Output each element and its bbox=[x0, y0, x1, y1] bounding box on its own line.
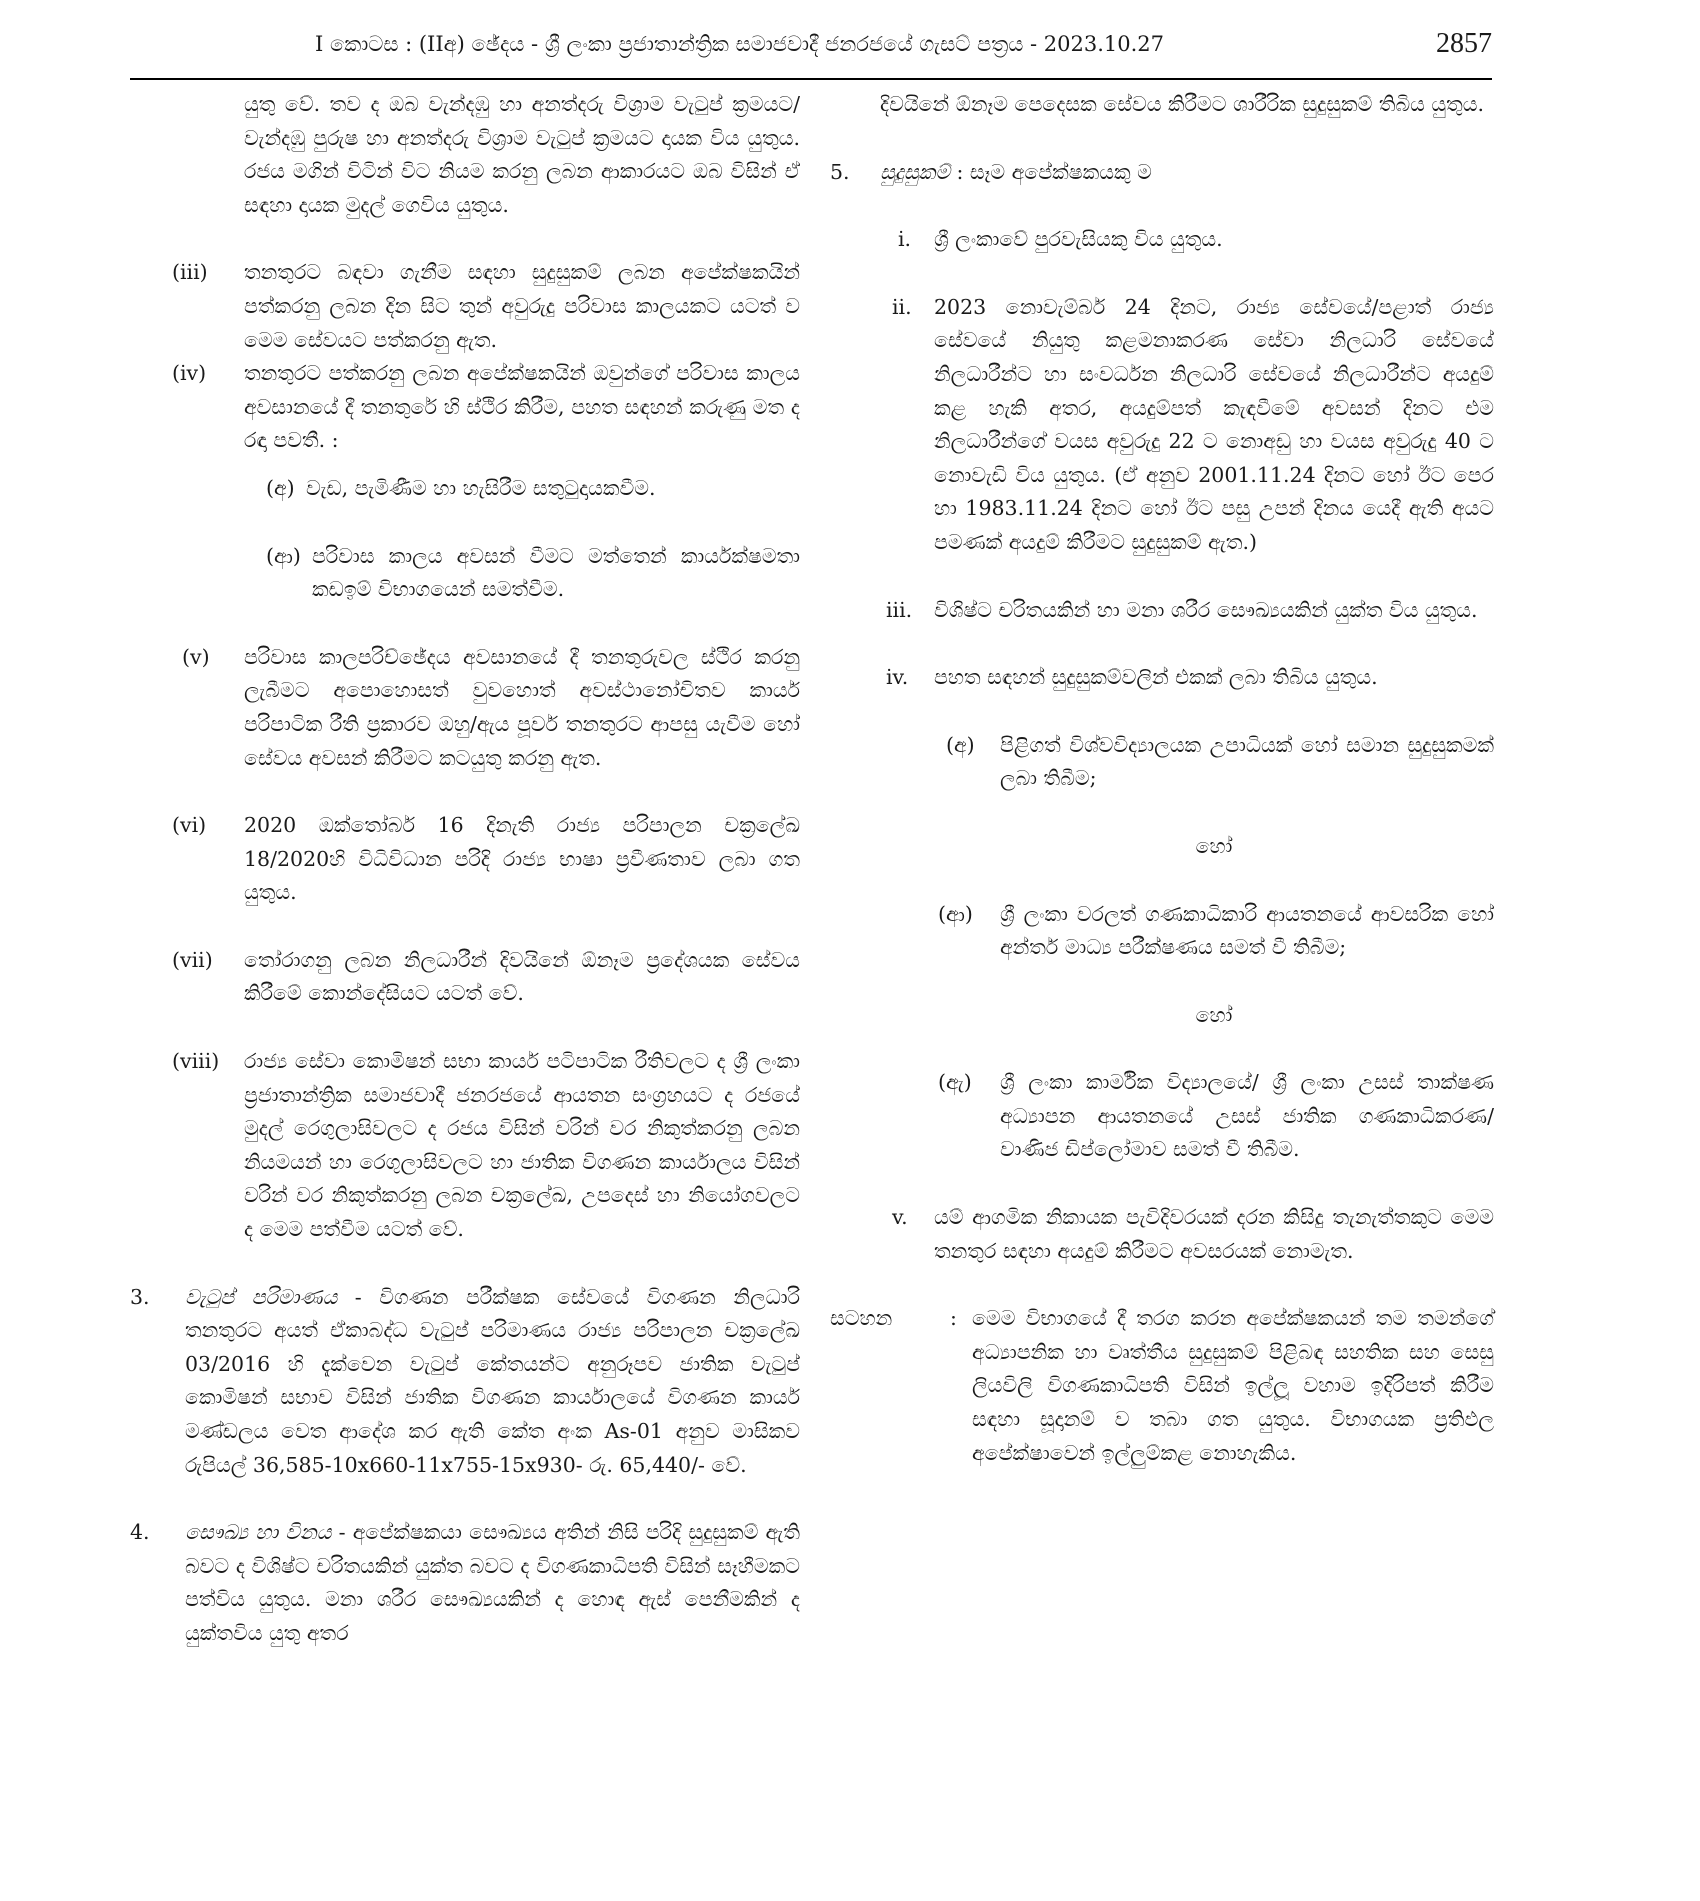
section-heading: සෞඛ්‍ය හා විනය bbox=[185, 1520, 332, 1545]
sub-item-letter: (ඇ) bbox=[938, 1070, 972, 1095]
paragraph-text: යුතු වේ. තව ද ඔබ වැන්දඹු හා අනත්දරු විශ්‍රාම වැටුප් ක්‍රමයට/වැන්දඹු පුරුෂ හා අනත්දරු විශ්‍රාම වැටුප් ක්‍රමයට දායක විය යුතුය. රජය මගින් විටින් විට නියම කරනු ලබන ආකාරයට ඔබ විසින් ඒ සඳහා දායක මුදල් ගෙවිය යුතුය. bbox=[244, 92, 800, 217]
left-column bbox=[130, 88, 800, 1651]
item-text: පහත සඳහන් සුදුසුකම්වලින් එකක් ලබා තිබිය යුතුය. bbox=[934, 665, 1378, 690]
qualification-iv-a bbox=[830, 729, 1494, 796]
note-colon: : bbox=[950, 1306, 957, 1331]
section-3-salary-scale bbox=[130, 1281, 800, 1483]
clause-v bbox=[130, 641, 800, 775]
continued-paragraph bbox=[830, 88, 1494, 122]
sub-item-letter: (අ) bbox=[946, 732, 975, 757]
clause-number: (v) bbox=[182, 644, 210, 669]
note-text: මෙම විභාගයේ දී තරග කරන අපේක්ෂකයන් තම තමන්ගේ අධ්‍යාපනික හා වෘත්තීය සුදුසුකම් පිළිබඳ සහතික සහ සෙසු ලියවිලි විගණකාධිපති විසින් ඉල්ලූ වහාම ඉදිරිපත් කිරීම සඳහා සූදානම් ව තබා ගත යුතුය. විභාගයක ප්‍රතිඵල අපේක්ෂාවෙන් ඉල්ලුම්කළ නොහැකිය. bbox=[972, 1306, 1494, 1465]
clause-iv-aa bbox=[130, 540, 800, 607]
item-text: ශ්‍රී ලංකාවේ පුරවැසියකු විය යුතුය. bbox=[934, 227, 1223, 252]
note-label: සටහන bbox=[830, 1306, 893, 1331]
or-separator: හෝ bbox=[1195, 1002, 1233, 1027]
item-number: v. bbox=[892, 1205, 908, 1230]
clause-number: (viii) bbox=[172, 1049, 220, 1074]
sub-clause-text: පරිවාස කාලය අවසන් වීමට මත්තෙන් කාර්යක්ෂමතා කඩඉම් විභාගයෙන් සමත්වීම. bbox=[312, 543, 800, 602]
clause-vii bbox=[130, 944, 800, 1011]
clause-vi bbox=[130, 809, 800, 910]
section-number: 3. bbox=[130, 1284, 150, 1309]
clause-text: රාජ්‍ය සේවා කොමිෂන් සභා කාර්ය පටිපාටික රීතිවලට ද ශ්‍රී ලංකා ප්‍රජාතාන්ත්‍රික සමාජවාදී ජනරජයේ ආයතන සංග්‍රහයට ද රජයේ මුදල් රෙගුලාසිවලට ද රජය විසින් වරින් වර නිකුත්කරනු ලබන නියමයන් හා රෙගුලාසිවලට හා ජාතික විගණන කාර්යාලය විසින් වරින් වර නිකුත්කරනු ලබන චක්‍රලේඛ, උපදෙස් හා නියෝගවලට ද මෙම පත්වීම යටත් වේ. bbox=[244, 1049, 800, 1242]
section-heading: වැටුප් පරිමාණය bbox=[185, 1284, 338, 1309]
section-heading: සුදුසුකම් bbox=[880, 159, 950, 184]
qualification-iii bbox=[830, 594, 1494, 628]
clause-iv-a bbox=[130, 472, 800, 506]
clause-text: තනතුරට බඳවා ගැනීම සඳහා සුදුසුකම් ලබන අපේක්ෂකයින් පත්කරනු ලබන දින සිට තුන් අවුරුදු පරිවාස කාලයකට යටත් ව මෙම සේවයට පත්කරනු ඇත. bbox=[244, 260, 800, 352]
clause-number: (iv) bbox=[172, 361, 207, 386]
item-number: ii. bbox=[892, 294, 912, 319]
clause-number: (iii) bbox=[172, 260, 208, 285]
clause-iii bbox=[130, 256, 800, 357]
sub-clause-letter: (ආ) bbox=[266, 543, 301, 568]
qualification-ii bbox=[830, 291, 1494, 560]
qualification-v bbox=[830, 1201, 1494, 1268]
clause-viii bbox=[130, 1045, 800, 1247]
section-text: - අපේක්ෂකයා සෞඛ්‍යය අතින් නිසි පරිදි සුදුසුකම් ඇති බවට ද විශිෂ්ට චරිතයකින් යුක්ත බවට ද විගණකාධිපති විසින් සෑහීමකට පත්විය යුතුය. මනා ශරීර සෞඛ්‍යයකින් ද හොඳ ඇස් පෙනීමකින් ද යුක්තවිය යුතු අතර bbox=[185, 1520, 800, 1645]
clause-text: තෝරාගනු ලබන නිලධාරීන් දිවයිනේ ඕනෑම ප්‍රදේශයක සේවය කිරීමේ කොන්දේසියට යටත් වේ. bbox=[244, 947, 800, 1006]
item-text: යම් ආගමික නිකායක පැවිදිවරයක් දරන කිසිදු තැනැත්තකුට මෙම තනතුර සඳහා අයදුම් කිරීමට අවසරයක් නොමැත. bbox=[934, 1205, 1494, 1263]
gazette-title: I කොටස : (IIඅ) ඡේදය - ශ්‍රී ලංකා ප්‍රජාතාන්ත්‍රික සමාජවාදී ජනරජයේ ගැසට් පත්‍රය - 2023.10.27 bbox=[315, 32, 1165, 56]
sub-item-text: ශ්‍රී ලංකා වරලත් ගණකාධිකාරි ආයතනයේ ආවසරික හෝ අන්තර් මාධ්‍ය පරීක්ෂණය සමත් වී තිබීම; bbox=[1000, 901, 1494, 960]
or-separator: හෝ bbox=[1195, 833, 1233, 858]
section-number: 4. bbox=[130, 1520, 150, 1545]
section-number: 5. bbox=[830, 159, 850, 184]
item-number: iii. bbox=[886, 597, 913, 622]
item-number: i. bbox=[898, 227, 912, 252]
section-text: : සෑම අපේක්ෂකයකු ම bbox=[949, 159, 1152, 184]
item-number: iv. bbox=[886, 665, 909, 690]
sub-item-text: පිළිගත් විශ්වවිද්‍යාලයක උපාධියක් හෝ සමාන සුදුසුකමක් ලබා තිබීම; bbox=[1000, 732, 1494, 791]
section-4-health-discipline bbox=[130, 1516, 800, 1650]
sub-clause-letter: (අ) bbox=[266, 475, 295, 500]
clause-number: (vii) bbox=[172, 947, 213, 972]
page-header bbox=[130, 22, 1492, 80]
continued-paragraph bbox=[130, 88, 800, 222]
qualification-i bbox=[830, 223, 1494, 257]
qualification-iv bbox=[830, 661, 1494, 695]
qualification-iv-aa bbox=[830, 898, 1494, 965]
note-section bbox=[830, 1302, 1494, 1470]
right-column bbox=[830, 88, 1494, 1470]
paragraph-text: දිවයිනේ ඕනෑම පෙදෙසක සේවය කිරීමට ශාරීරික සුදුසුකම් තිබිය යුතුය. bbox=[880, 92, 1485, 116]
section-5-qualifications bbox=[830, 156, 1494, 190]
clause-text: 2020 ඔක්තෝබර් 16 දිනැති රාජ්‍ය පරිපාලන චක්‍රලේඛ 18/2020හි විධිවිධාන පරිදි රාජ්‍ය භාෂා ප්‍රවීණතාව ලබා ගත යුතුය. bbox=[244, 813, 800, 905]
qualification-iv-ae bbox=[830, 1066, 1494, 1167]
clause-number: (vi) bbox=[172, 813, 207, 838]
item-text: 2023 නොවැම්බර් 24 දිනට, රාජ්‍ය සේවයේ/පළාත් රාජ්‍ය සේවයේ නියුතු කළමනාකරණ සේවා නිලධාරි සේවයේ නිලධාරීන්ට හා සංවර්ධන නිලධාරි සේවයේ නිලධාරීන්ට අයදුම් කළ හැකි අතර, අයදුම්පත් කැඳවීමේ අවසන් දිනට එම නිලධාරීන්ගේ වයස අවුරුදු 22 ට නොඅඩු හා වයස අවුරුදු 40 ට නොවැඩි විය යුතුය. (ඒ අනුව 2001.11.24 දිනට හෝ ඊට පෙර හා 1983.11.24 දිනට හෝ ඊට පසු උපන් දිනය යෙදී ඇති අයට පමණක් අයදුම් කිරීමට සුදුසුකම් ඇත.) bbox=[934, 294, 1494, 554]
clause-iv bbox=[130, 357, 800, 458]
sub-item-text: ශ්‍රී ලංකා කාර්මික විද්‍යාලයේ/ ශ්‍රී ලංකා උසස් තාක්ෂණ අධ්‍යාපන ආයතනයේ උසස් ජාතික ගණකාධිකරණ/ වාණිජ ඩිප්ලෝමාව සමත් වී තිබීම. bbox=[1000, 1070, 1494, 1162]
clause-text: තනතුරට පත්කරනු ලබන අපේක්ෂකයින් ඔවුන්ගේ පරිවාස කාලය අවසානයේ දී තනතුරේ හි ස්ථිර කිරීම, පහත සඳහන් කරුණු මත ද රඳා පවතී. : bbox=[244, 361, 800, 453]
sub-item-letter: (ආ) bbox=[938, 901, 973, 926]
item-text: විශිෂ්ට චරිතයකින් හා මනා ශරීර සෞඛ්‍යයකින් යුක්ත විය යුතුය. bbox=[934, 597, 1478, 622]
clause-text: පරිවාස කාලපරිච්ඡේදය අවසානයේ දී තනතුරුවල ස්ථිර කරනු ලැබීමට අපොහොසත් වුවහොත් අවස්ථානෝචිතව කාර්ය පරිපාටික රීති ප්‍රකාරව ඔහු/ඇය පූර්ව තනතුරට ආපසු යැවීම හෝ සේවය අවසන් කිරීමට කටයුතු කරනු ඇත. bbox=[244, 644, 800, 770]
section-text: - විගණන පරීක්ෂක සේවයේ විගණන නිලධාරි තනතුරට අයත් ඒකාබද්ධ වැටුප් පරිමාණය රාජ්‍ය පරිපාලන චක්‍රලේඛ 03/2016 හි දැක්වෙන වැටුප් කේතයන්ට අනුරූපව ජාතික වැටුප් කොමිෂන් සභාව විසින් ජාතික විගණන කාර්යාලයේ විගණන කාර්ය මණ්ඩලය වෙත ආදේශ කර ඇති කේත අංක As-01 අනුව මාසිකව රුපියල් 36,585-10x660-11x755-15x930- රු. 65,440/- වේ. bbox=[185, 1284, 800, 1477]
page-number: 2857 bbox=[1436, 28, 1492, 59]
sub-clause-text: වැඩ, පැමිණීම හා හැසිරීම සතුටුදායකවීම. bbox=[306, 475, 656, 500]
